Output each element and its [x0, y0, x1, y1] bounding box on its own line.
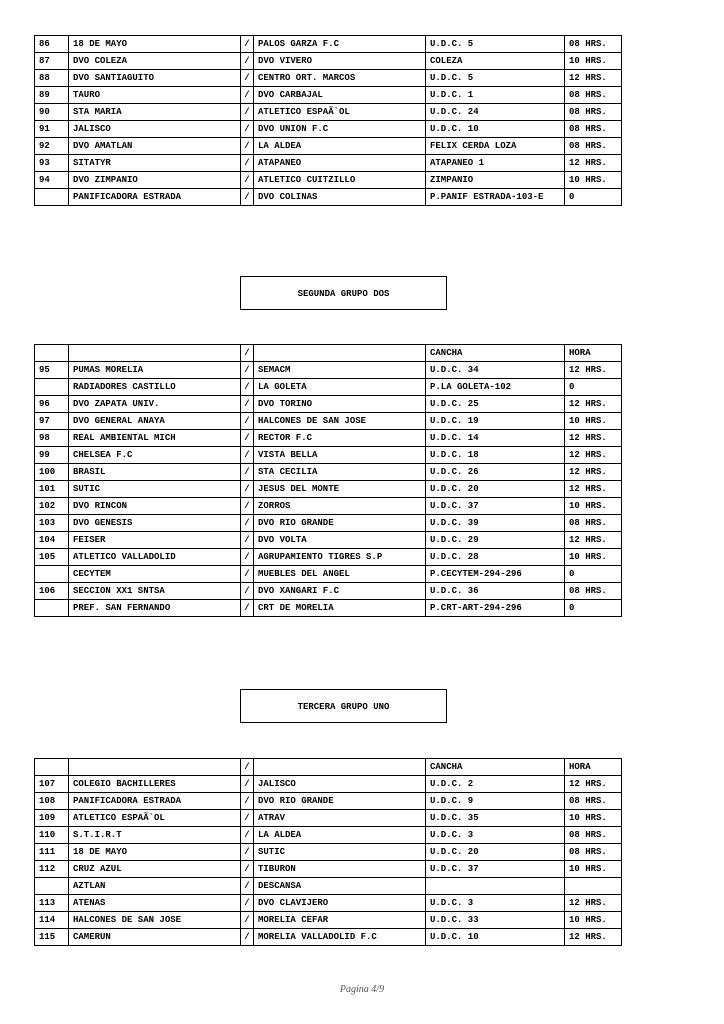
away-team-cell [254, 759, 426, 776]
table-row [35, 70, 622, 87]
time-cell: 12 HRS. [565, 155, 622, 172]
table-row [35, 189, 622, 206]
match-number-cell: 111 [35, 844, 69, 861]
separator-cell: / [241, 464, 254, 481]
away-team-cell: CENTRO ORT. MARCOS [254, 70, 426, 87]
time-cell: 10 HRS. [565, 861, 622, 878]
time-cell: 10 HRS. [565, 498, 622, 515]
away-team-cell: CRT DE MORELIA [254, 600, 426, 617]
separator-cell: / [241, 776, 254, 793]
home-team-cell: SECCION XX1 SNTSA [69, 583, 241, 600]
separator-cell: / [241, 810, 254, 827]
time-cell: 12 HRS. [565, 929, 622, 946]
separator-cell: / [241, 844, 254, 861]
away-team-cell: DVO TORINO [254, 396, 426, 413]
table-row [35, 566, 622, 583]
field-cell: U.D.C. 5 [426, 70, 565, 87]
separator-cell: / [241, 759, 254, 776]
time-cell: 08 HRS. [565, 87, 622, 104]
field-cell: U.D.C. 20 [426, 844, 565, 861]
separator-cell: / [241, 36, 254, 53]
home-team-cell: ATLETICO ESPAÃ`OL [69, 810, 241, 827]
time-cell: 08 HRS. [565, 827, 622, 844]
table-row [35, 396, 622, 413]
match-number-cell: 105 [35, 549, 69, 566]
match-number-cell: 114 [35, 912, 69, 929]
time-cell: 12 HRS. [565, 776, 622, 793]
away-team-cell: TIBURON [254, 861, 426, 878]
field-cell: U.D.C. 33 [426, 912, 565, 929]
away-team-cell: DVO RIO GRANDE [254, 793, 426, 810]
time-cell: 10 HRS. [565, 810, 622, 827]
field-cell: P.CECYTEM-294-296 [426, 566, 565, 583]
time-cell: 12 HRS. [565, 895, 622, 912]
field-cell: U.D.C. 3 [426, 827, 565, 844]
home-team-cell: S.T.I.R.T [69, 827, 241, 844]
time-cell: 12 HRS. [565, 447, 622, 464]
table-row [35, 481, 622, 498]
match-number-cell: 88 [35, 70, 69, 87]
home-team-cell: PANIFICADORA ESTRADA [69, 189, 241, 206]
match-number-cell: 112 [35, 861, 69, 878]
home-team-cell: SUTIC [69, 481, 241, 498]
time-cell: 12 HRS. [565, 362, 622, 379]
field-cell: U.D.C. 35 [426, 810, 565, 827]
separator-cell: / [241, 583, 254, 600]
time-cell: 08 HRS. [565, 844, 622, 861]
field-cell: P.PANIF ESTRADA-103-E [426, 189, 565, 206]
field-cell: U.D.C. 28 [426, 549, 565, 566]
away-team-cell: DVO VOLTA [254, 532, 426, 549]
time-cell: 08 HRS. [565, 583, 622, 600]
table-row [35, 929, 622, 946]
time-cell: 0 [565, 189, 622, 206]
group-heading-segunda-dos: SEGUNDA GRUPO DOS [240, 276, 447, 310]
match-number-cell [35, 566, 69, 583]
home-team-cell: DVO ZAPATA UNIV. [69, 396, 241, 413]
away-team-cell: DVO CARBAJAL [254, 87, 426, 104]
home-team-cell: 18 DE MAYO [69, 844, 241, 861]
away-team-cell: ATRAV [254, 810, 426, 827]
time-cell: 0 [565, 379, 622, 396]
table-header-row [35, 345, 622, 362]
time-cell: 12 HRS. [565, 464, 622, 481]
field-cell: U.D.C. 14 [426, 430, 565, 447]
match-table-2 [34, 344, 622, 617]
time-cell: 12 HRS. [565, 481, 622, 498]
away-team-cell: DESCANSA [254, 878, 426, 895]
away-team-cell: JALISCO [254, 776, 426, 793]
home-team-cell: DVO SANTIAGUITO [69, 70, 241, 87]
time-cell: HORA [565, 759, 622, 776]
away-team-cell: DVO XANGARI F.C [254, 583, 426, 600]
table-row [35, 793, 622, 810]
match-number-cell: 99 [35, 447, 69, 464]
home-team-cell: REAL AMBIENTAL MICH [69, 430, 241, 447]
field-cell: U.D.C. 18 [426, 447, 565, 464]
table-row [35, 430, 622, 447]
time-cell: 08 HRS. [565, 138, 622, 155]
field-cell: U.D.C. 10 [426, 121, 565, 138]
table-row [35, 861, 622, 878]
home-team-cell [69, 759, 241, 776]
field-cell: U.D.C. 10 [426, 929, 565, 946]
separator-cell: / [241, 447, 254, 464]
away-team-cell: ATLETICO CUITZILLO [254, 172, 426, 189]
table-header-row [35, 759, 622, 776]
home-team-cell: SITATYR [69, 155, 241, 172]
away-team-cell: MUEBLES DEL ANGEL [254, 566, 426, 583]
table-row [35, 104, 622, 121]
match-number-cell: 86 [35, 36, 69, 53]
table-row [35, 498, 622, 515]
match-number-cell: 89 [35, 87, 69, 104]
table-row [35, 827, 622, 844]
table-row [35, 172, 622, 189]
home-team-cell: DVO GENERAL ANAYA [69, 413, 241, 430]
match-number-cell [35, 345, 69, 362]
field-cell: P.LA GOLETA-102 [426, 379, 565, 396]
separator-cell: / [241, 87, 254, 104]
time-cell: 12 HRS. [565, 430, 622, 447]
table-row [35, 810, 622, 827]
away-team-cell: DVO COLINAS [254, 189, 426, 206]
match-number-cell [35, 379, 69, 396]
field-cell: U.D.C. 25 [426, 396, 565, 413]
match-number-cell: 102 [35, 498, 69, 515]
field-cell: CANCHA [426, 759, 565, 776]
separator-cell: / [241, 396, 254, 413]
field-cell: U.D.C. 39 [426, 515, 565, 532]
match-number-cell: 97 [35, 413, 69, 430]
home-team-cell: ATENAS [69, 895, 241, 912]
away-team-cell: DVO UNION F.C [254, 121, 426, 138]
separator-cell: / [241, 600, 254, 617]
field-cell [426, 878, 565, 895]
match-number-cell: 98 [35, 430, 69, 447]
home-team-cell: CECYTEM [69, 566, 241, 583]
away-team-cell: DVO CLAVIJERO [254, 895, 426, 912]
field-cell: ATAPANEO 1 [426, 155, 565, 172]
match-table-1 [34, 35, 622, 206]
group-heading-tercera-uno: TERCERA GRUPO UNO [240, 689, 447, 723]
away-team-cell: MORELIA CEFAR [254, 912, 426, 929]
field-cell: FELIX CERDA LOZA [426, 138, 565, 155]
home-team-cell: AZTLAN [69, 878, 241, 895]
field-cell: U.D.C. 9 [426, 793, 565, 810]
separator-cell: / [241, 121, 254, 138]
separator-cell: / [241, 172, 254, 189]
home-team-cell: BRASIL [69, 464, 241, 481]
separator-cell: / [241, 138, 254, 155]
home-team-cell [69, 345, 241, 362]
separator-cell: / [241, 515, 254, 532]
match-number-cell: 103 [35, 515, 69, 532]
table-row [35, 912, 622, 929]
field-cell: U.D.C. 5 [426, 36, 565, 53]
time-cell: 0 [565, 600, 622, 617]
field-cell: U.D.C. 37 [426, 498, 565, 515]
separator-cell: / [241, 929, 254, 946]
field-cell: U.D.C. 1 [426, 87, 565, 104]
home-team-cell: DVO COLEZA [69, 53, 241, 70]
time-cell: 08 HRS. [565, 515, 622, 532]
separator-cell: / [241, 878, 254, 895]
table-row [35, 155, 622, 172]
home-team-cell: PREF. SAN FERNANDO [69, 600, 241, 617]
away-team-cell: VISTA BELLA [254, 447, 426, 464]
time-cell: 08 HRS. [565, 793, 622, 810]
field-cell: COLEZA [426, 53, 565, 70]
away-team-cell: SUTIC [254, 844, 426, 861]
table-row [35, 121, 622, 138]
time-cell: 10 HRS. [565, 549, 622, 566]
table-row [35, 776, 622, 793]
table-row [35, 87, 622, 104]
match-number-cell: 91 [35, 121, 69, 138]
field-cell: U.D.C. 26 [426, 464, 565, 481]
away-team-cell: STA CECILIA [254, 464, 426, 481]
time-cell: 10 HRS. [565, 413, 622, 430]
separator-cell: / [241, 549, 254, 566]
time-cell: 10 HRS. [565, 912, 622, 929]
field-cell: CANCHA [426, 345, 565, 362]
home-team-cell: DVO ZIMPANIO [69, 172, 241, 189]
match-number-cell: 100 [35, 464, 69, 481]
away-team-cell: SEMACM [254, 362, 426, 379]
time-cell: 12 HRS. [565, 532, 622, 549]
separator-cell: / [241, 430, 254, 447]
separator-cell: / [241, 912, 254, 929]
time-cell: HORA [565, 345, 622, 362]
field-cell: U.D.C. 24 [426, 104, 565, 121]
time-cell [565, 878, 622, 895]
separator-cell: / [241, 861, 254, 878]
table-row [35, 36, 622, 53]
field-cell: U.D.C. 20 [426, 481, 565, 498]
home-team-cell: 18 DE MAYO [69, 36, 241, 53]
table-row [35, 447, 622, 464]
home-team-cell: DVO AMATLAN [69, 138, 241, 155]
home-team-cell: CAMERUN [69, 929, 241, 946]
home-team-cell: JALISCO [69, 121, 241, 138]
separator-cell: / [241, 53, 254, 70]
field-cell: ZIMPANIO [426, 172, 565, 189]
match-number-cell: 87 [35, 53, 69, 70]
away-team-cell: LA ALDEA [254, 827, 426, 844]
separator-cell: / [241, 566, 254, 583]
away-team-cell: DVO VIVERO [254, 53, 426, 70]
separator-cell: / [241, 362, 254, 379]
table-row [35, 362, 622, 379]
away-team-cell: MORELIA VALLADOLID F.C [254, 929, 426, 946]
field-cell: U.D.C. 36 [426, 583, 565, 600]
away-team-cell: HALCONES DE SAN JOSE [254, 413, 426, 430]
table-row [35, 895, 622, 912]
table-row [35, 844, 622, 861]
match-number-cell: 93 [35, 155, 69, 172]
away-team-cell: DVO RIO GRANDE [254, 515, 426, 532]
field-cell: U.D.C. 29 [426, 532, 565, 549]
match-number-cell [35, 189, 69, 206]
field-cell: U.D.C. 2 [426, 776, 565, 793]
home-team-cell: COLEGIO BACHILLERES [69, 776, 241, 793]
match-number-cell: 115 [35, 929, 69, 946]
table-row [35, 878, 622, 895]
match-number-cell: 104 [35, 532, 69, 549]
away-team-cell: PALOS GARZA F.C [254, 36, 426, 53]
separator-cell: / [241, 498, 254, 515]
match-number-cell: 106 [35, 583, 69, 600]
page-footer: Pagina 4/9 [339, 984, 385, 995]
table-row [35, 549, 622, 566]
match-number-cell: 96 [35, 396, 69, 413]
table-row [35, 583, 622, 600]
time-cell: 10 HRS. [565, 172, 622, 189]
home-team-cell: PUMAS MORELIA [69, 362, 241, 379]
away-team-cell: ATLETICO ESPAÃ`OL [254, 104, 426, 121]
table-row [35, 413, 622, 430]
away-team-cell [254, 345, 426, 362]
table-row [35, 379, 622, 396]
match-number-cell [35, 600, 69, 617]
match-number-cell: 113 [35, 895, 69, 912]
match-number-cell: 90 [35, 104, 69, 121]
field-cell: U.D.C. 3 [426, 895, 565, 912]
match-number-cell: 95 [35, 362, 69, 379]
home-team-cell: RADIADORES CASTILLO [69, 379, 241, 396]
time-cell: 0 [565, 566, 622, 583]
separator-cell: / [241, 895, 254, 912]
separator-cell: / [241, 345, 254, 362]
home-team-cell: HALCONES DE SAN JOSE [69, 912, 241, 929]
field-cell: U.D.C. 19 [426, 413, 565, 430]
table-row [35, 600, 622, 617]
separator-cell: / [241, 413, 254, 430]
field-cell: U.D.C. 34 [426, 362, 565, 379]
home-team-cell: TAURO [69, 87, 241, 104]
away-team-cell: ZORROS [254, 498, 426, 515]
match-table-3 [34, 758, 622, 946]
away-team-cell: AGRUPAMIENTO TIGRES S.P [254, 549, 426, 566]
away-team-cell: ATAPANEO [254, 155, 426, 172]
table-row [35, 532, 622, 549]
match-number-cell: 107 [35, 776, 69, 793]
home-team-cell: FEISER [69, 532, 241, 549]
match-number-cell [35, 759, 69, 776]
away-team-cell: LA GOLETA [254, 379, 426, 396]
match-number-cell [35, 878, 69, 895]
home-team-cell: CHELSEA F.C [69, 447, 241, 464]
match-number-cell: 101 [35, 481, 69, 498]
home-team-cell: CRUZ AZUL [69, 861, 241, 878]
home-team-cell: ATLETICO VALLADOLID [69, 549, 241, 566]
separator-cell: / [241, 379, 254, 396]
separator-cell: / [241, 793, 254, 810]
match-number-cell: 110 [35, 827, 69, 844]
time-cell: 12 HRS. [565, 70, 622, 87]
home-team-cell: DVO RINCON [69, 498, 241, 515]
match-number-cell: 92 [35, 138, 69, 155]
separator-cell: / [241, 155, 254, 172]
field-cell: P.CRT-ART-294-296 [426, 600, 565, 617]
home-team-cell: STA MARIA [69, 104, 241, 121]
time-cell: 10 HRS. [565, 53, 622, 70]
table-row [35, 464, 622, 481]
table-row [35, 138, 622, 155]
time-cell: 08 HRS. [565, 121, 622, 138]
away-team-cell: JESUS DEL MONTE [254, 481, 426, 498]
separator-cell: / [241, 481, 254, 498]
table-row [35, 53, 622, 70]
match-number-cell: 109 [35, 810, 69, 827]
separator-cell: / [241, 189, 254, 206]
away-team-cell: LA ALDEA [254, 138, 426, 155]
separator-cell: / [241, 70, 254, 87]
separator-cell: / [241, 104, 254, 121]
home-team-cell: PANIFICADORA ESTRADA [69, 793, 241, 810]
field-cell: U.D.C. 37 [426, 861, 565, 878]
time-cell: 12 HRS. [565, 396, 622, 413]
time-cell: 08 HRS. [565, 36, 622, 53]
time-cell: 08 HRS. [565, 104, 622, 121]
table-row [35, 515, 622, 532]
match-number-cell: 94 [35, 172, 69, 189]
match-number-cell: 108 [35, 793, 69, 810]
away-team-cell: RECTOR F.C [254, 430, 426, 447]
home-team-cell: DVO GENESIS [69, 515, 241, 532]
separator-cell: / [241, 532, 254, 549]
separator-cell: / [241, 827, 254, 844]
